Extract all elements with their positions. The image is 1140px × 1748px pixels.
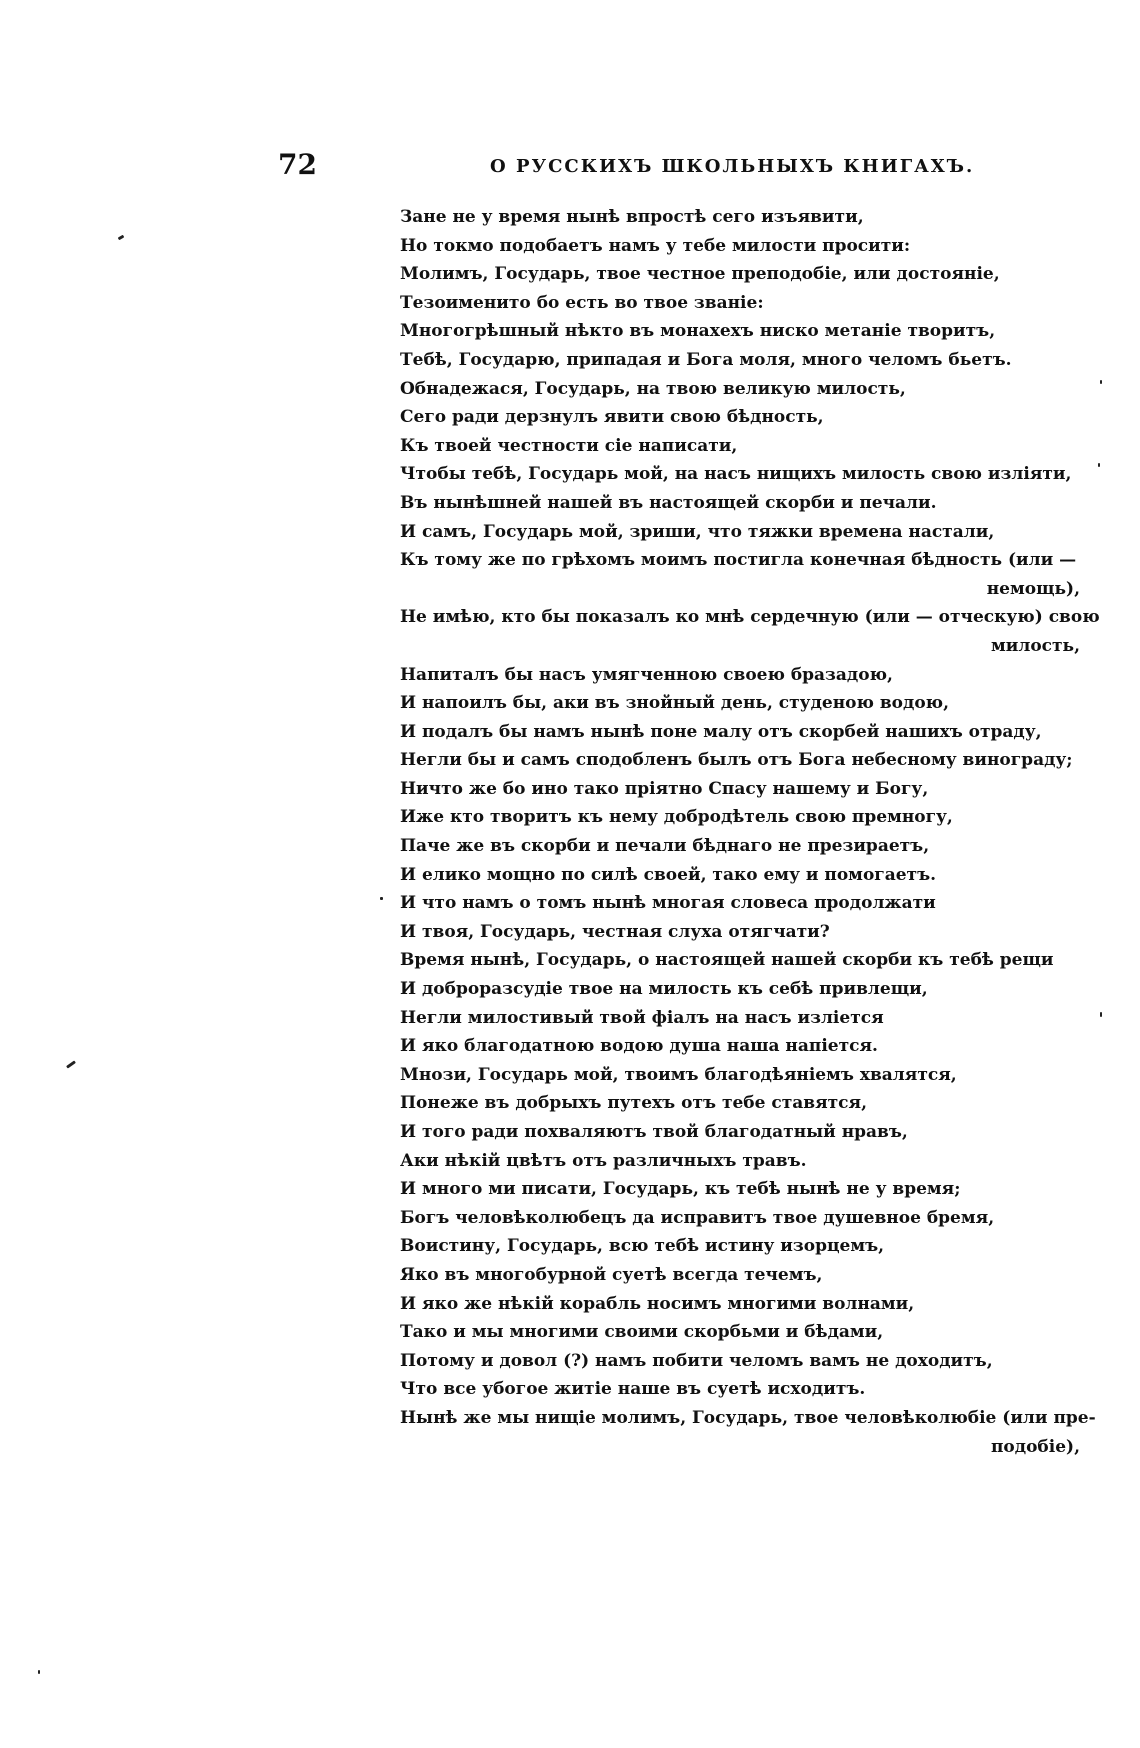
poem-line-continuation: немощь), (986, 578, 1080, 599)
poem-line: И много ми писати, Государь, къ тебѣ нынѣ не у время; (400, 1179, 961, 1200)
scan-speck (1098, 463, 1100, 467)
scan-speck (118, 235, 125, 241)
poem-line: Нынѣ же мы нищіе молимъ, Государь, твое человѣколюбіе (или пре- (400, 1407, 1096, 1428)
poem-line: Въ нынѣшней нашей въ настоящей скорби и печали. (400, 492, 937, 513)
poem-line: И яко благодатною водою душа наша напіется. (400, 1036, 878, 1057)
poem-line: Зане не у время нынѣ впростѣ сего изъявити, (400, 207, 864, 227)
scan-speck (38, 1670, 40, 1674)
poem-line: И того ради похваляютъ твой благодатный нравъ, (400, 1122, 908, 1142)
scan-speck (66, 1060, 76, 1068)
poem-line: Время нынѣ, Государь, о настоящей нашей скорби къ тебѣ рещи (400, 950, 1054, 971)
poem-line: И елико мощно по силѣ своей, тако ему и помогаетъ. (400, 864, 937, 885)
poem-line: Яко въ многобурной суетѣ всегда течемъ, (400, 1264, 823, 1285)
poem-line: Негли бы и самъ сподобленъ былъ отъ Бога небесному винограду; (400, 750, 1073, 771)
poem-line: Богъ человѣколюбецъ да исправитъ твое душевное бремя, (400, 1207, 995, 1228)
poem-text (400, 203, 1100, 1461)
poem-line: Ничто же бо ино тако пріятно Спасу нашему и Богу, (400, 778, 929, 799)
poem-line: Молимъ, Государь, твое честное преподобіе, или достояніе, (400, 264, 1000, 285)
poem-line: И напоилъ бы, аки въ знойный день, студеною водою, (400, 693, 950, 714)
running-title: О РУССКИХЪ ШКОЛЬНЫХЪ КНИГАХЪ. (490, 156, 975, 177)
poem-line: Потому и довол (?) намъ побити челомъ вамъ не доходитъ, (400, 1350, 993, 1371)
poem-line: Мнози, Государь мой, твоимъ благодѣяніемъ хвалятся, (400, 1064, 957, 1085)
poem-line: Но токмо подобаетъ намъ у тебе милости просити: (400, 235, 911, 256)
poem-line: Тебѣ, Государю, припадая и Бога моля, много челомъ бьетъ. (400, 349, 1012, 370)
poem-line: И подалъ бы намъ нынѣ поне малу отъ скорбей нашихъ отраду, (400, 721, 1042, 742)
poem-line: Воистину, Государь, всю тебѣ истину изорцемъ, (400, 1236, 885, 1257)
poem-line: Тако и мы многими своими скорбьми и бѣдами, (400, 1322, 884, 1343)
poem-line: Аки нѣкій цвѣтъ отъ различныхъ травъ. (400, 1150, 807, 1171)
poem-line: Обнадежася, Государь, на твою великую милость, (400, 378, 906, 399)
scan-speck (380, 897, 383, 900)
poem-line: И самъ, Государь мой, зриши, что тяжки времена настали, (400, 521, 995, 542)
poem-line: И яко же нѣкій корабль носимъ многими волнами, (400, 1293, 915, 1314)
poem-line: Понеже въ добрыхъ путехъ отъ тебе ставятся, (400, 1093, 868, 1114)
poem-line: Паче же въ скорби и печали бѣднаго не презираетъ, (400, 836, 930, 857)
scan-speck (1100, 1012, 1102, 1017)
poem-line: Тезоименито бо есть во твое званіе: (400, 292, 764, 313)
poem-line: Многогрѣшный нѣкто въ монахехъ ниско метаніе творитъ, (400, 321, 996, 342)
poem-line: Чтобы тебѣ, Государь мой, на насъ нищихъ милость свою изліяти, (400, 464, 1072, 485)
poem-line-continuation: милость, (990, 635, 1080, 656)
poem-line: Къ тому же по грѣхомъ моимъ постигла конечная бѣдность (или — (400, 550, 1077, 571)
poem-line: Негли милостивый твой фіалъ на насъ изліется (400, 1007, 884, 1028)
poem-line: Иже кто творитъ къ нему добродѣтель свою премногу, (400, 807, 953, 828)
poem-line: Напиталъ бы насъ умягченною своею бразадою, (400, 664, 893, 685)
poem-line: И доброразсудіе твое на милость къ себѣ привлещи, (400, 979, 928, 1000)
poem-line: И твоя, Государь, честная слуха отягчати? (400, 921, 830, 942)
page-number: 72 (278, 148, 317, 181)
poem-line-continuation: подобіе), (990, 1436, 1080, 1457)
poem-line: И что намъ о томъ нынѣ многая словеса продолжати (400, 893, 936, 914)
poem-line: Къ твоей честности сіе написати, (400, 435, 738, 456)
scan-speck (1100, 380, 1102, 384)
poem-line: Сего ради дерзнулъ явити свою бѣдность, (400, 407, 824, 428)
poem-line: Что все убогое житіе наше въ суетѣ исходитъ. (400, 1379, 866, 1400)
poem-line: Не имѣю, кто бы показалъ ко мнѣ сердечную (или — отческую) свою (400, 607, 1100, 628)
